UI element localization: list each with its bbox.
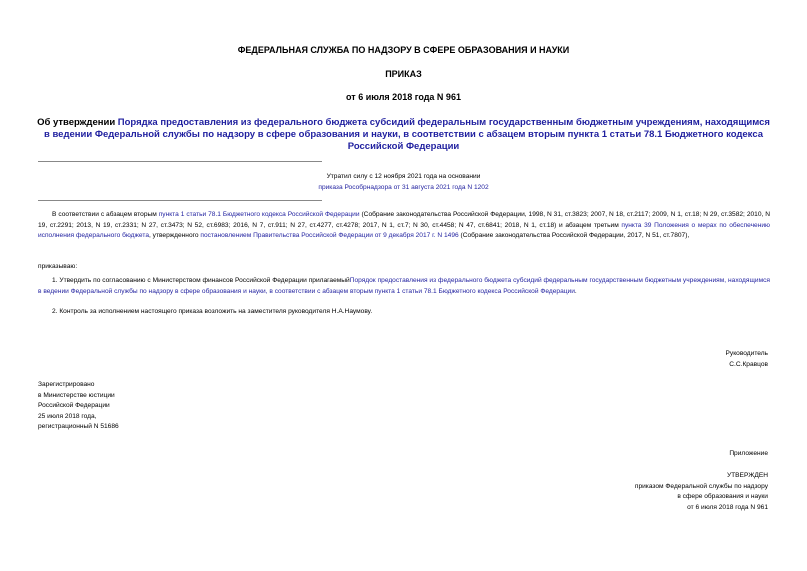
item1-text: 1. Утвердить по согласованию с Министерством финансов Российской Федерации прилагаемый [52, 277, 350, 284]
appendix-approval-block [540, 471, 768, 513]
registration-line-2: в Министерстве юстиции [38, 391, 115, 399]
agency-heading: ФЕДЕРАЛЬНАЯ СЛУЖБА ПО НАДЗОРУ В СФЕРЕ ОБРАЗОВАНИЯ И НАУКИ [237, 45, 570, 55]
title-prefix: Об утверждении [37, 117, 118, 128]
preamble-link-regulation[interactable]: пункта 39 Положения о мерах по обеспечению исполнения федерального бюджета [38, 221, 770, 239]
item1-end: . [574, 287, 577, 295]
appendix-approved: УТВЕРЖДЕН [726, 472, 768, 479]
document-title [36, 117, 771, 153]
appendix-line-1: приказом Федеральной службы по надзору [634, 482, 768, 490]
signature-block [560, 349, 768, 370]
appendix-line-2: в сфере образования и науки [677, 493, 768, 500]
signature-name: С.С.Кравцов [729, 360, 768, 368]
divider-bottom [38, 200, 322, 201]
registration-line-1: Зарегистрировано [38, 381, 95, 388]
order-item-1 [38, 276, 770, 297]
preamble-paragraph [38, 210, 770, 242]
status-link[interactable]: приказа Рособрнадзора от 31 августа 2021 года N 1202 [318, 183, 489, 191]
item1-link-procedure[interactable]: Порядок предоставления из федерального бюджета субсидий федеральным государственным бюджетным учреждениям, находящимся в ведении Федеральной службы по надзору в сфере образования и науки, в соответствии с абзацем вторым пункта 1 статьи 78.1 Бюджетного кодекса Российской Федерации [38, 277, 770, 295]
preamble-text-3: , утвержденного [149, 232, 201, 239]
preamble-text-1: В соответствии с абзацем вторым [52, 211, 159, 218]
registration-block [38, 380, 119, 433]
preamble-text-2: (Собрание законодательства Российской Федерации, 1998, N 31, ст.3823; 2007, N 18, ст.2117; 2009, N 1, ст.18; N 29, ст.3582; 2010, N 19, ст.2291; 2013, N 19, ст.2331; N 27, ст.3473; N 52, ст.6983; 2016, N 7, ст.911; N 27, ст.4277, ст.4278; 2017, N 1, ст.7; N 30, ст.4458; N 47, ст.6841; 2018, N 1, ст.18) и абзацем третьим [38, 211, 771, 229]
divider-top [38, 161, 322, 162]
order-item-2: 2. Контроль за исполнением настоящего приказа возложить на заместителя руководителя Н.А.Наумову. [52, 308, 373, 315]
status-notice [300, 172, 507, 193]
preamble-link-resolution[interactable]: постановлением Правительства Российской Федерации от 9 декабря 2017 г. N 1496 [200, 232, 459, 239]
registration-line-5: регистрационный N 51686 [38, 423, 119, 430]
preamble-text-4: (Собрание законодательства Российской Федерации, 2017, N 51, ст.7807), [458, 232, 690, 239]
signature-position: Руководитель [725, 350, 768, 357]
order-word: приказываю: [38, 263, 78, 270]
doc-date-number: от 6 июля 2018 года N 961 [346, 92, 461, 102]
appendix-label: Приложение [729, 450, 768, 457]
doc-type-heading: ПРИКАЗ [385, 69, 422, 79]
title-link[interactable]: Порядка предоставления из федерального бюджета субсидий федеральным государственным бюджетным учреждениям, находящимся в ведении Федеральной службы по надзору в сфере образования и науки, в соответствии с абзацем вторым пункта 1 статьи 78.1 Бюджетного кодекса Российской Федерации [43, 117, 770, 152]
appendix-line-3: от 6 июля 2018 года N 961 [687, 503, 768, 511]
registration-line-3: Российской Федерации [38, 402, 110, 409]
status-line: Утратил силу с 12 ноября 2021 года на основании [326, 173, 481, 180]
registration-line-4: 25 июля 2018 года, [38, 412, 97, 420]
preamble-link-budget-code[interactable]: пункта 1 статьи 78.1 Бюджетного кодекса Российской Федерации [158, 211, 360, 218]
